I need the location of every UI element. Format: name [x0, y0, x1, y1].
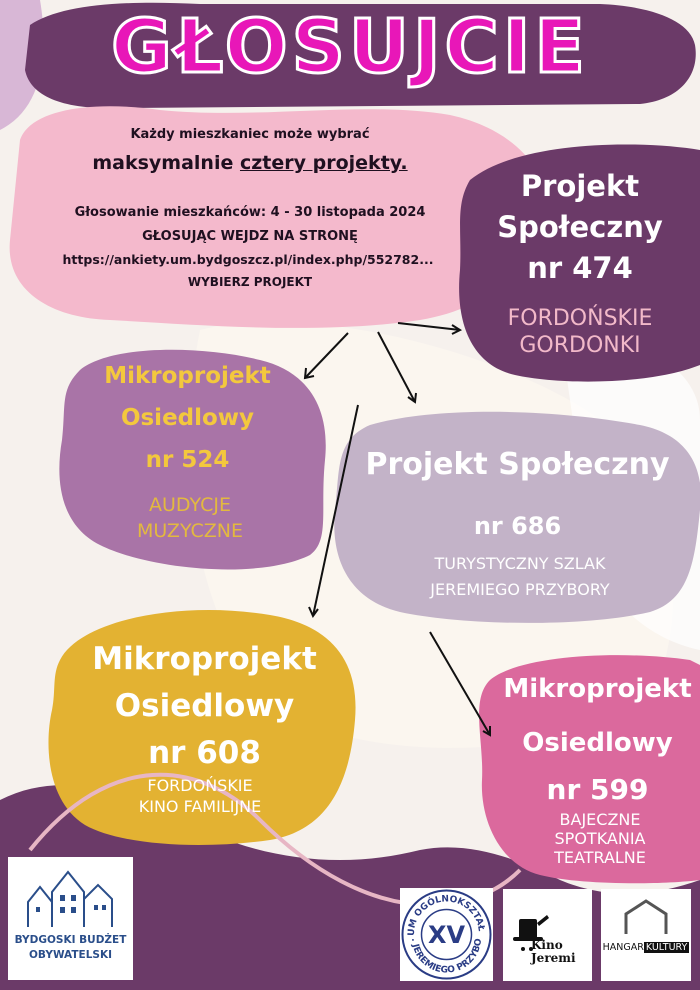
choose-project-text: WYBIERZ PROJEKT	[187, 275, 313, 289]
project-524-sub2: MUZYCZNE	[136, 520, 244, 542]
hangar-roof-icon	[601, 889, 691, 939]
project-686-subtitle	[370, 551, 670, 603]
project-474-line1: Projekt	[520, 169, 640, 203]
project-686-line2: nr 686	[473, 512, 562, 540]
project-608-sub2: KINO FAMILIJNE	[138, 797, 262, 816]
project-599-sub1: BAJECZNE	[559, 810, 641, 829]
bbo-houses-icon	[8, 857, 133, 937]
project-474-line2: Społeczny	[497, 210, 663, 244]
top-hat-icon	[503, 889, 592, 981]
project-524-line2: Osiedlowy	[120, 405, 255, 431]
project-599-sub2: SPOTKANIA	[554, 829, 646, 848]
project-524-title	[65, 355, 310, 481]
intro-line-2-underlined: cztery projekty.	[239, 152, 408, 174]
project-608-title	[72, 636, 337, 777]
liceum-logo	[400, 888, 493, 981]
hangar-part1: HANGAR	[602, 942, 644, 953]
project-599-line3: nr 599	[546, 773, 649, 806]
project-524-sub1: AUDYCJE	[149, 494, 231, 516]
kino-line2: Jeremi	[531, 951, 576, 965]
bbo-text	[8, 933, 133, 963]
liceum-seal-icon	[400, 888, 493, 981]
project-599-subtitle	[510, 810, 690, 867]
project-524-line3: nr 524	[145, 447, 230, 473]
intro-line-1: Każdy mieszkaniec może wybrać	[130, 127, 370, 142]
project-474-title	[480, 166, 680, 289]
kino-text	[531, 939, 591, 965]
voting-url[interactable]: https://ankiety.um.bydgoszcz.pl/index.php/552782...	[62, 252, 434, 267]
intro-line-2	[30, 152, 470, 174]
intro-line-2-prefix: maksymalnie	[92, 152, 240, 174]
hangar-text	[601, 942, 691, 953]
kino-jeremi-logo	[503, 889, 592, 981]
project-599-title	[500, 662, 695, 770]
project-608-subtitle	[80, 775, 320, 817]
project-686-sub2: JEREMIEGO PRZYBORY	[430, 580, 610, 599]
project-474-subtitle	[480, 305, 680, 359]
hangar-kultury-logo	[601, 889, 691, 981]
page-title: GŁOSUJCIE	[111, 4, 589, 90]
project-474-line3: nr 474	[527, 251, 633, 285]
voting-dates: Głosowanie mieszkańców: 4 - 30 listopada 2024	[74, 205, 426, 220]
liceum-arc-top: UM OGÓLNOKSZTAŁ	[406, 894, 486, 937]
project-599-line1: Mikroprojekt	[503, 674, 692, 704]
project-599-sub3: TEATRALNE	[554, 848, 646, 867]
project-686-sub1: TURYSTYCZNY SZLAK	[434, 554, 606, 573]
bbo-logo	[8, 857, 133, 980]
kino-line1: Kino	[531, 938, 563, 952]
project-608-sub1: FORDOŃSKIE	[147, 776, 253, 795]
liceum-arc-bottom: . JEREMIEGO PRZYBO	[408, 937, 485, 976]
project-686-line1: Projekt Społeczny	[365, 447, 670, 482]
project-608-line2: Osiedlowy	[114, 688, 295, 724]
project-524-line1: Mikroprojekt	[104, 363, 271, 389]
project-608-line3: nr 608	[148, 735, 261, 771]
liceum-numeral: XV	[427, 921, 466, 949]
project-474-sub1: FORDOŃSKIE	[507, 306, 653, 331]
bbo-line2: OBYWATELSKI	[28, 949, 112, 961]
project-474-sub2: GORDONKI	[519, 333, 641, 358]
bbo-line1: BYDGOSKI BUDŻET	[14, 934, 127, 946]
project-599-line2: Osiedlowy	[522, 728, 673, 758]
project-524-subtitle	[80, 492, 300, 544]
hangar-part2: KULTURY	[645, 942, 688, 953]
voting-instruction: GŁOSUJĄC WEJDZ NA STRONĘ	[142, 229, 358, 244]
project-608-line1: Mikroprojekt	[92, 641, 317, 677]
